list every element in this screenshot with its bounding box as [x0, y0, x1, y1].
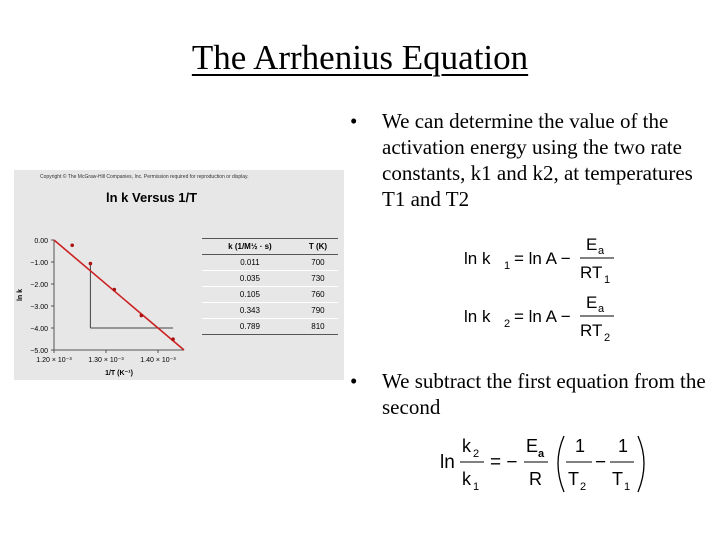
eq3-one-1: 1 — [575, 436, 586, 456]
eq3-one-2: 1 — [618, 436, 629, 456]
equation-2 — [462, 290, 622, 346]
eq3-E-sub: a — [538, 448, 545, 460]
eq3-T2: T — [568, 469, 579, 489]
slide-title: The Arrhenius Equation — [191, 38, 529, 77]
eq3-k-num: k — [462, 436, 471, 456]
eq2-den-sub: 2 — [604, 332, 611, 344]
equation-1 — [462, 232, 622, 288]
bullet-icon: • — [350, 369, 358, 393]
table-cell: 0.343 — [202, 303, 298, 319]
table-cell: 0.035 — [202, 271, 298, 287]
y-tick-label: −5.00 — [30, 348, 48, 355]
figure-title: ln k Versus 1/T — [106, 190, 198, 205]
eq1-lhs: ln k — [464, 249, 491, 268]
eq2-num: E — [586, 293, 598, 312]
table-header-row — [202, 239, 338, 255]
table-row — [202, 287, 338, 303]
eq3-k-den-sub: 1 — [473, 481, 480, 493]
data-point — [140, 314, 144, 318]
data-point — [70, 243, 74, 247]
figure-copyright: Copyright © The McGraw-Hill Companies, Inc. Permission required for reproduction or display. — [40, 174, 249, 180]
equation-3 — [438, 430, 648, 496]
data-point — [113, 288, 117, 292]
eq2-lhs: ln k — [464, 307, 491, 326]
eq3-k-num-sub: 2 — [473, 448, 480, 460]
table-cell: 0.105 — [202, 287, 298, 303]
eq3-equals: = − — [490, 452, 518, 473]
bullet-icon: • — [350, 109, 358, 133]
eq2-sub: 2 — [504, 318, 511, 330]
eq3-T1-sub: 1 — [624, 481, 631, 493]
eq2-den: RT — [580, 321, 603, 340]
eq3-E: E — [526, 436, 539, 456]
table-cell: 700 — [298, 255, 338, 271]
y-tick-label: −4.00 — [30, 326, 48, 333]
y-tick-label: 0.00 — [34, 238, 48, 245]
eq2-rhs: = ln A − — [514, 307, 571, 326]
table-cell: 790 — [298, 303, 338, 319]
data-point — [171, 337, 175, 341]
data-point — [89, 262, 93, 266]
data-table — [202, 238, 338, 335]
eq3-left-paren — [558, 436, 564, 492]
table-row — [202, 255, 338, 271]
table-cell: 760 — [298, 287, 338, 303]
table-cell: 730 — [298, 271, 338, 287]
eq3-T2-sub: 2 — [580, 481, 587, 493]
bullet-text-2: We subtract the first equation from the second — [382, 369, 706, 419]
table-cell: 0.011 — [202, 255, 298, 271]
eq1-rhs: = ln A − — [514, 249, 571, 268]
textbook-figure — [14, 170, 344, 380]
eq1-num: E — [586, 235, 598, 254]
y-tick-label: −3.00 — [30, 304, 48, 311]
eq3-R: R — [529, 469, 542, 489]
table-cell: 810 — [298, 319, 338, 335]
bullet-text-1: We can determine the value of the activation energy using the two rate constants, k1 and k2, at temperatures T1 and T2 — [382, 109, 693, 211]
table-header-k: k (1/M½ · s) — [202, 239, 298, 255]
x-tick-label: 1.40 × 10⁻³ — [140, 357, 176, 364]
eq1-sub: 1 — [504, 260, 511, 272]
y-tick-label: −2.00 — [30, 282, 48, 289]
eq2-num-sub: a — [598, 303, 605, 315]
x-tick-label: 1.20 × 10⁻³ — [36, 357, 72, 364]
eq1-den: RT — [580, 263, 603, 282]
eq3-minus: − — [595, 452, 607, 473]
eq3-T1: T — [612, 469, 623, 489]
fit-line — [54, 240, 184, 350]
x-axis-label: 1/T (K⁻¹) — [105, 370, 133, 377]
table-cell: 0.789 — [202, 319, 298, 335]
eq3-k-den: k — [462, 469, 471, 489]
eq3-right-paren — [638, 436, 644, 492]
eq1-num-sub: a — [598, 245, 605, 257]
eq3-ln: ln — [440, 452, 455, 473]
eq1-den-sub: 1 — [604, 274, 611, 286]
table-header-t: T (K) — [298, 239, 338, 255]
table-row — [202, 303, 338, 319]
y-axis-label: ln k — [17, 288, 24, 302]
table-row — [202, 271, 338, 287]
y-tick-label: −1.00 — [30, 260, 48, 267]
table-row — [202, 319, 338, 335]
x-tick-label: 1.30 × 10⁻³ — [88, 357, 124, 364]
